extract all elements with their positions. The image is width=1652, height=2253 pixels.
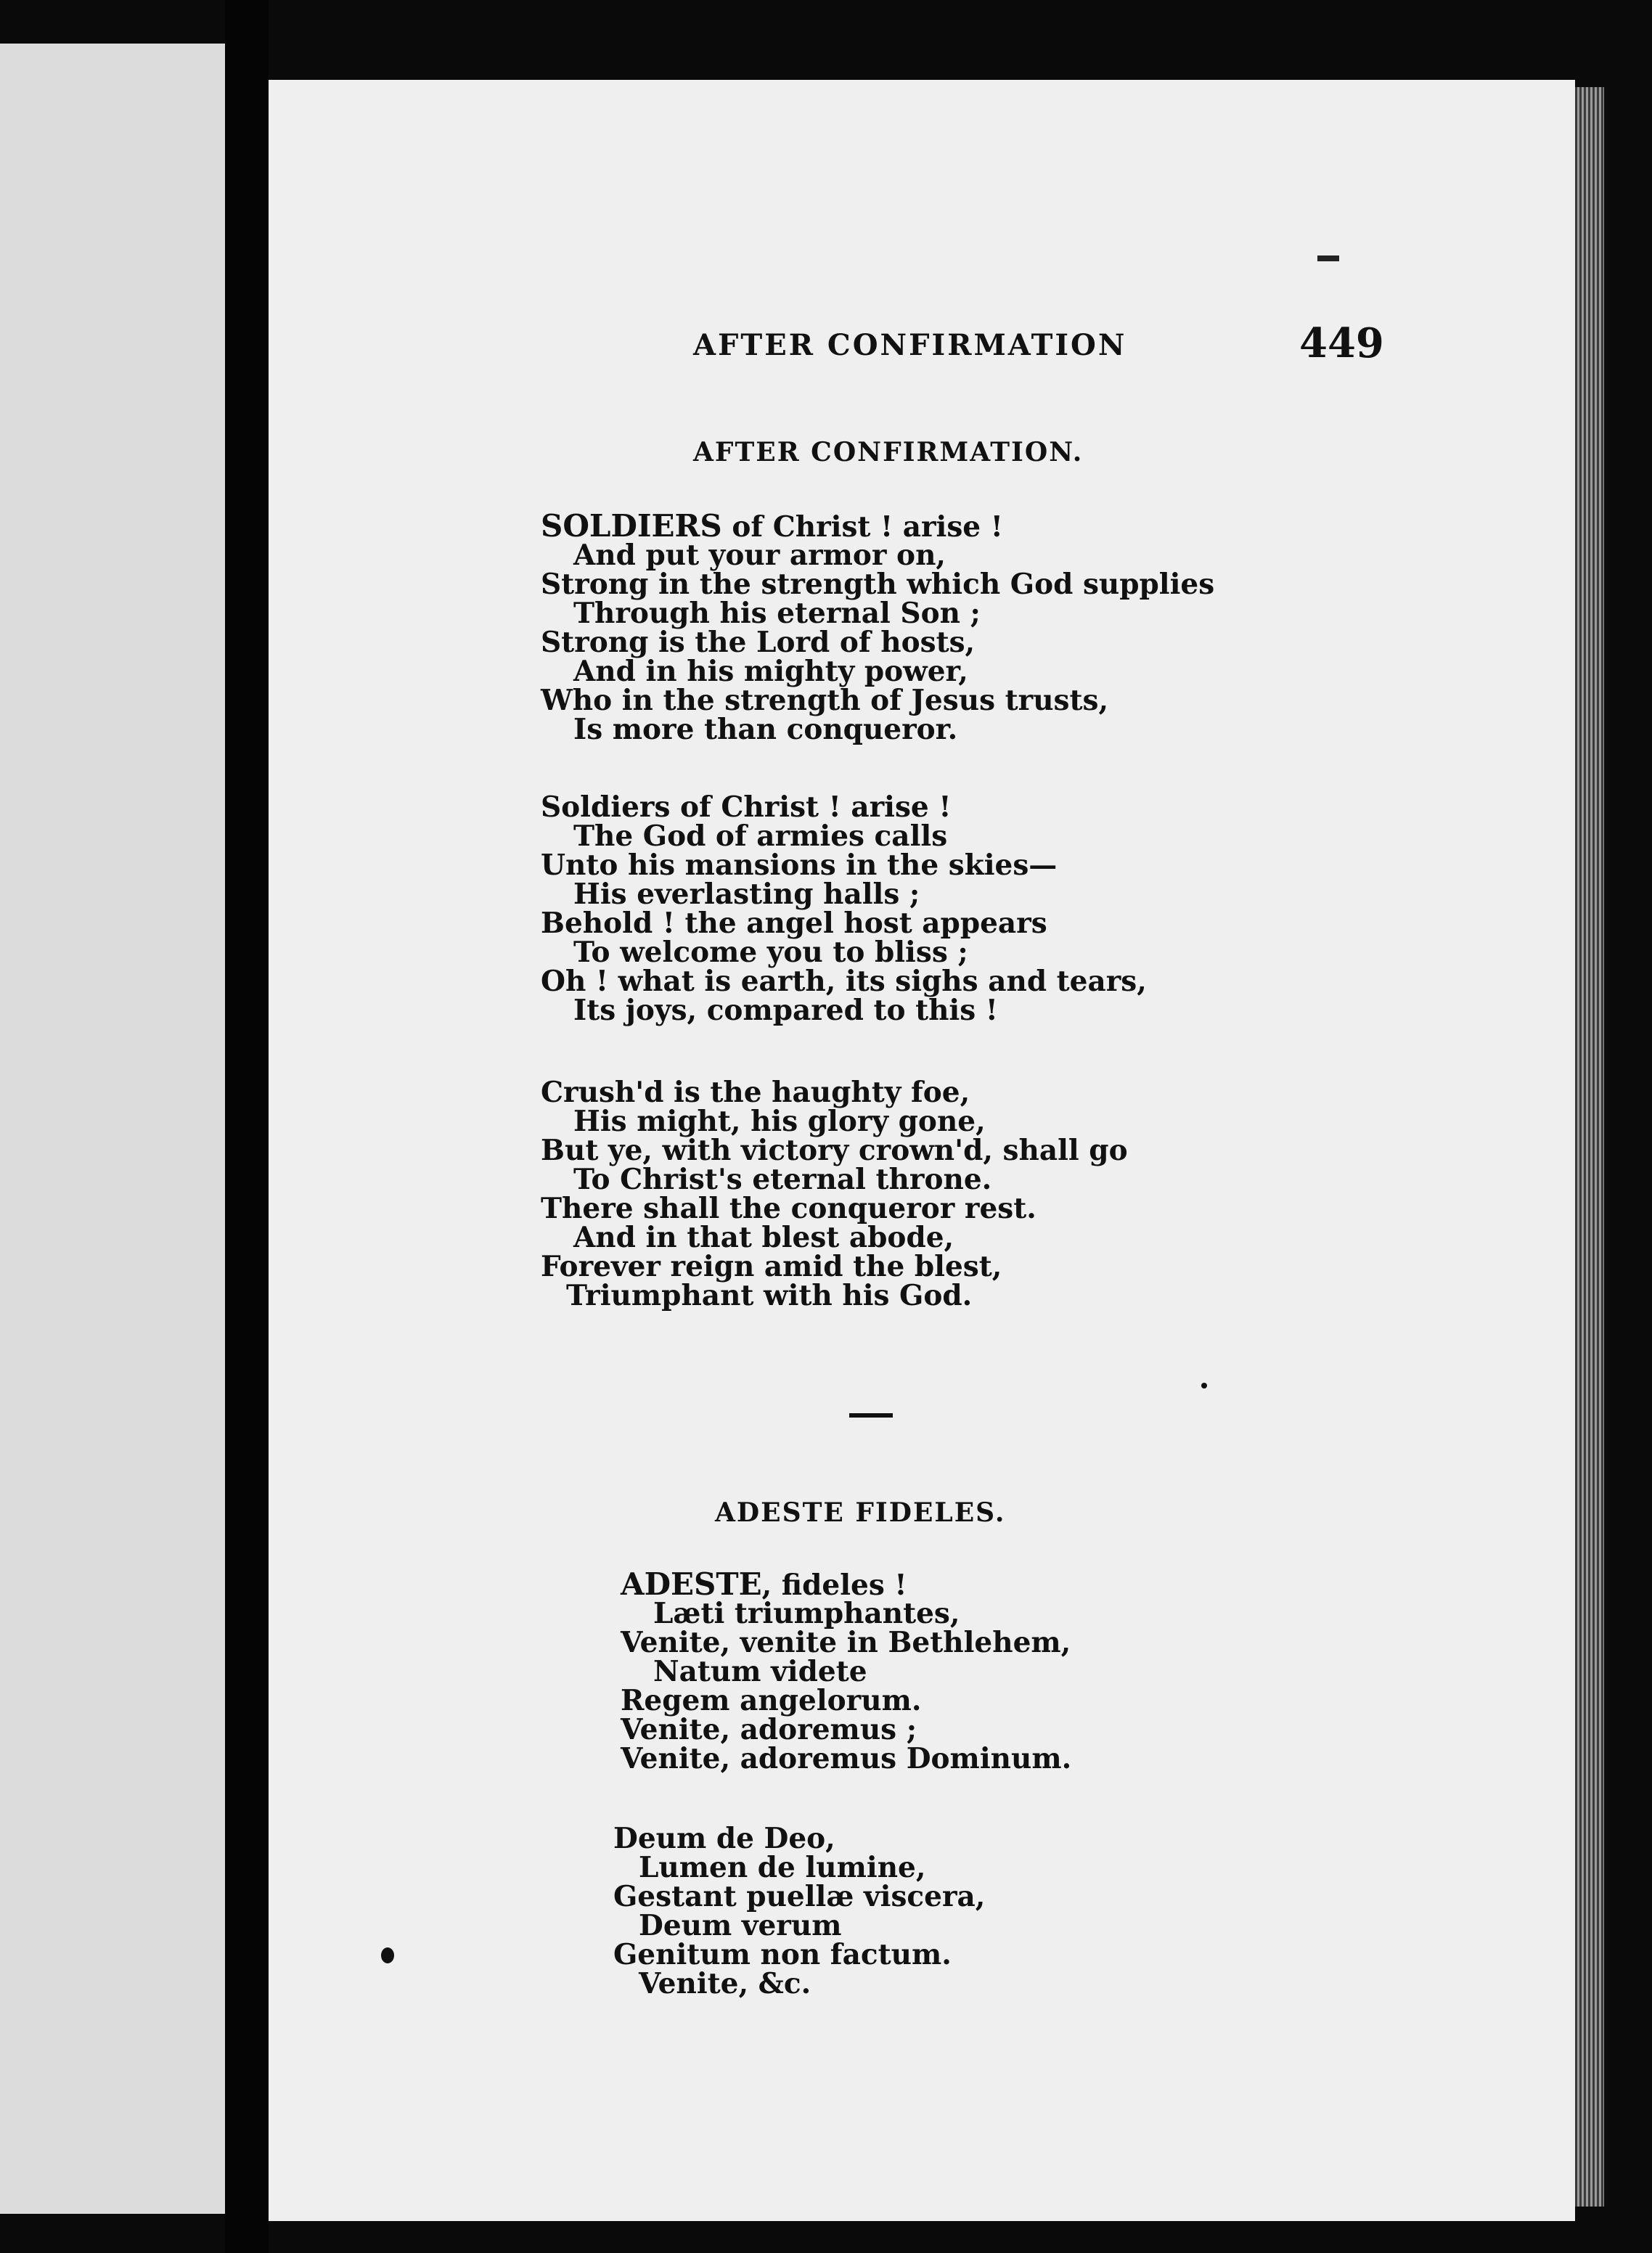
hymn2-line: Venite, adoremus ; (621, 1713, 917, 1746)
hymn1-line: Oh ! what is earth, its sighs and tears, (541, 965, 1147, 998)
hymn2-line: Venite, &c. (639, 1967, 811, 2000)
book-gutter (225, 0, 269, 2253)
hymn2-line: Venite, adoremus Dominum. (621, 1742, 1072, 1775)
ink-speck (1201, 1383, 1207, 1389)
page-number: 449 (1299, 319, 1384, 367)
line-text: , fideles ! (761, 1569, 907, 1602)
line-text: of Christ ! arise ! (721, 510, 1003, 544)
hymn2-line: Regem angelorum. (621, 1684, 922, 1717)
hymn2-line: Venite, venite in Bethlehem, (621, 1626, 1071, 1659)
hymn-title: ADESTE FIDELES. (715, 1497, 1006, 1528)
hymn2-stanza-2 (613, 1824, 985, 1998)
hymn1-line: And put your armor on, (573, 539, 946, 572)
hymn2-line: Genitum non factum. (613, 1938, 952, 1971)
hymn1-line: And in his mighty power, (573, 655, 968, 688)
print-mark (1317, 255, 1339, 261)
facing-page-edge (0, 44, 225, 2214)
hymn1-line: There shall the conqueror rest. (541, 1192, 1036, 1225)
hymn1-line: His everlasting halls ; (573, 878, 920, 911)
hymn1-line: Who in the strength of Jesus trusts, (541, 684, 1109, 717)
hymn1-line-1 (541, 508, 1214, 544)
running-header: AFTER CONFIRMATION (693, 328, 1127, 362)
hymn1-line: Unto his mansions in the skies— (541, 849, 1058, 882)
hymn1-line: Strong is the Lord of hosts, (541, 626, 976, 659)
initial-word: ADESTE (621, 1566, 762, 1602)
hymn1-line: Strong in the strength which God supplies (541, 568, 1215, 601)
hymn1-line: Its joys, compared to this ! (573, 994, 998, 1027)
hymn1-line: Triumphant with his God. (566, 1279, 973, 1312)
hymn2-line: Deum de Deo, (613, 1822, 835, 1855)
hymn1-line: To welcome you to bliss ; (573, 936, 968, 969)
page-stack-edge (1575, 87, 1604, 2207)
initial-word: SOLDIERS (541, 508, 722, 544)
hymn1-line: To Christ's eternal throne. (573, 1163, 992, 1196)
hymn1-line: Soldiers of Christ ! arise ! (541, 790, 952, 824)
section-divider (849, 1413, 893, 1418)
hymn2-stanza-1 (621, 1566, 1072, 1775)
hymn2-line-1 (621, 1566, 1071, 1602)
hymn1-stanza-2 (541, 790, 1147, 1027)
hymn1-line: But ye, with victory crown'd, shall go (541, 1134, 1128, 1167)
hymn-title: AFTER CONFIRMATION. (693, 437, 1084, 467)
hymn1-line: His might, his glory gone, (573, 1105, 986, 1138)
hymn2-line: Læti triumphantes, (653, 1597, 960, 1630)
hymn2-line: Lumen de lumine, (639, 1851, 926, 1884)
hymn2-line: Gestant puellæ viscera, (613, 1880, 986, 1913)
hymn1-stanza-1 (541, 508, 1215, 746)
hymn1-line: And in that blest abode, (573, 1221, 954, 1254)
hymn1-line: Through his eternal Son ; (573, 597, 981, 630)
hymn1-line: Is more than conqueror. (573, 713, 958, 746)
hymn2-line: Natum videte (653, 1655, 867, 1688)
hymn1-stanza-3 (541, 1078, 1128, 1310)
ink-speck (381, 1947, 394, 1963)
hymn1-line: Forever reign amid the blest, (541, 1250, 1002, 1283)
hymn2-line: Deum verum (639, 1909, 842, 1942)
hymn1-line: The God of armies calls (573, 819, 948, 853)
hymn1-line: Crush'd is the haughty foe, (541, 1076, 970, 1109)
hymn1-line: Behold ! the angel host appears (541, 907, 1047, 940)
